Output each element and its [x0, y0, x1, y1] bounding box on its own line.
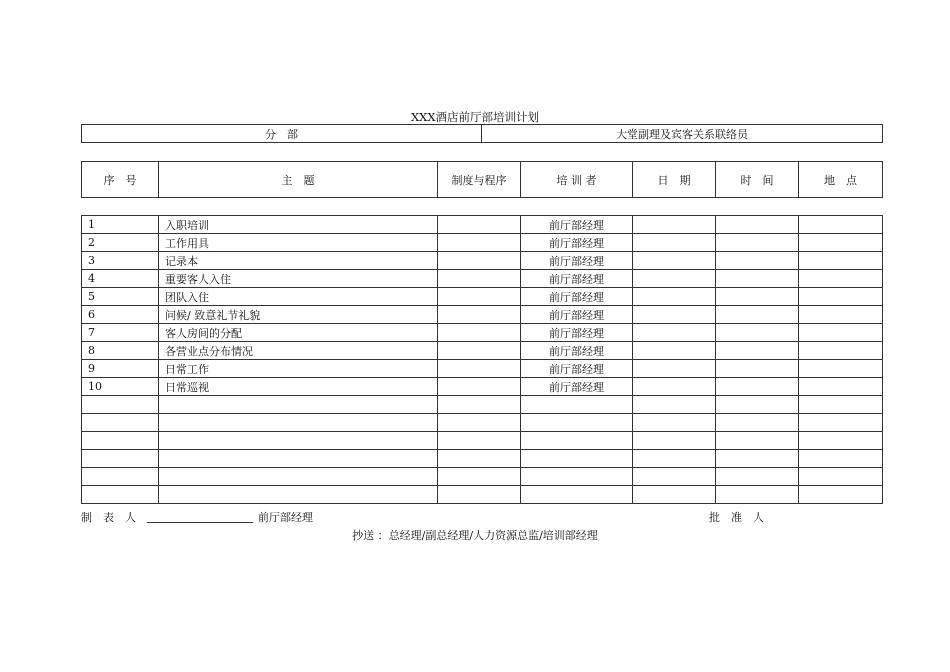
cell-trainer: 前厅部经理 — [521, 306, 633, 324]
header-procedure: 制度与程序 — [438, 162, 521, 198]
cell-trainer: 前厅部经理 — [521, 252, 633, 270]
cell-no — [82, 432, 159, 450]
cell-date — [633, 234, 716, 252]
cell-no: 3 — [82, 252, 159, 270]
cell-date — [633, 468, 716, 486]
cell-topic — [159, 450, 438, 468]
table-row — [82, 342, 883, 360]
cell-trainer — [521, 450, 633, 468]
table-row — [82, 486, 883, 504]
cell-no: 4 — [82, 270, 159, 288]
cell-location — [799, 378, 883, 396]
table-row — [82, 252, 883, 270]
cell-procedure — [438, 252, 521, 270]
cell-date — [633, 378, 716, 396]
cell-trainer: 前厅部经理 — [521, 288, 633, 306]
table-row — [82, 216, 883, 234]
cell-trainer: 前厅部经理 — [521, 234, 633, 252]
cell-time — [716, 468, 799, 486]
cell-time — [716, 486, 799, 504]
cell-topic: 入职培训 — [159, 216, 438, 234]
cell-no: 2 — [82, 234, 159, 252]
cell-no — [82, 450, 159, 468]
cell-topic: 重要客人入住 — [159, 270, 438, 288]
cell-trainer: 前厅部经理 — [521, 270, 633, 288]
header-time: 时 间 — [716, 162, 799, 198]
cell-date — [633, 216, 716, 234]
cell-date — [633, 432, 716, 450]
cell-time — [716, 360, 799, 378]
footer-signatures — [81, 509, 882, 525]
cell-procedure — [438, 324, 521, 342]
cell-date — [633, 396, 716, 414]
cell-location — [799, 252, 883, 270]
table-row — [82, 414, 883, 432]
header-date: 日 期 — [633, 162, 716, 198]
cell-location — [799, 396, 883, 414]
cell-time — [716, 432, 799, 450]
cell-trainer: 前厅部经理 — [521, 360, 633, 378]
cell-topic: 团队入住 — [159, 288, 438, 306]
cell-location — [799, 360, 883, 378]
cell-topic: 客人房间的分配 — [159, 324, 438, 342]
table-row — [82, 360, 883, 378]
cell-procedure — [438, 270, 521, 288]
table-row — [82, 306, 883, 324]
cell-date — [633, 288, 716, 306]
training-rows — [82, 216, 883, 504]
cell-procedure — [438, 342, 521, 360]
cell-trainer: 前厅部经理 — [521, 216, 633, 234]
table-row — [82, 270, 883, 288]
document-title: XXX酒店前厅部培训计划 — [410, 110, 540, 124]
maker-label: 制 表 人 — [81, 511, 136, 524]
cc-line: 抄送 ：总经理/副总经理/人力资源总监/培训部经理 — [352, 529, 598, 542]
cell-procedure — [438, 414, 521, 432]
header-table — [81, 161, 883, 198]
cell-no — [82, 414, 159, 432]
approver-label: 批 准 人 — [709, 511, 764, 524]
cell-date — [633, 324, 716, 342]
cell-topic — [159, 396, 438, 414]
cell-no: 10 — [82, 378, 159, 396]
cell-location — [799, 288, 883, 306]
cell-no — [82, 468, 159, 486]
cell-topic: 记录本 — [159, 252, 438, 270]
cell-location — [799, 270, 883, 288]
cell-date — [633, 414, 716, 432]
header-no: 序 号 — [82, 162, 159, 198]
cell-procedure — [438, 216, 521, 234]
cell-trainer: 前厅部经理 — [521, 324, 633, 342]
cell-topic — [159, 486, 438, 504]
table-row — [82, 378, 883, 396]
department-value: 大堂副理及宾客关系联络员 — [482, 125, 883, 143]
cell-time — [716, 324, 799, 342]
cell-procedure — [438, 306, 521, 324]
maker-value: 前厅部经理 — [258, 511, 313, 524]
cell-topic: 工作用具 — [159, 234, 438, 252]
cell-location — [799, 324, 883, 342]
cell-location — [799, 432, 883, 450]
cell-procedure — [438, 486, 521, 504]
cell-topic — [159, 468, 438, 486]
cell-topic: 问候/ 致意礼节礼貌 — [159, 306, 438, 324]
cell-procedure — [438, 234, 521, 252]
cell-procedure — [438, 378, 521, 396]
cell-topic — [159, 432, 438, 450]
cell-no — [82, 396, 159, 414]
cell-no: 9 — [82, 360, 159, 378]
cell-location — [799, 450, 883, 468]
cell-topic — [159, 414, 438, 432]
cell-time — [716, 414, 799, 432]
table-row — [82, 432, 883, 450]
department-label: 分 部 — [82, 125, 482, 143]
cell-no: 7 — [82, 324, 159, 342]
cell-time — [716, 216, 799, 234]
cell-date — [633, 486, 716, 504]
cell-trainer — [521, 414, 633, 432]
table-row — [82, 324, 883, 342]
cell-no: 5 — [82, 288, 159, 306]
header-topic: 主 题 — [159, 162, 438, 198]
cell-time — [716, 252, 799, 270]
cell-date — [633, 360, 716, 378]
cell-time — [716, 288, 799, 306]
table-row — [82, 234, 883, 252]
cell-procedure — [438, 288, 521, 306]
cell-topic: 日常巡视 — [159, 378, 438, 396]
cell-time — [716, 306, 799, 324]
cell-trainer — [521, 486, 633, 504]
cell-procedure — [438, 468, 521, 486]
cell-trainer: 前厅部经理 — [521, 342, 633, 360]
cell-time — [716, 450, 799, 468]
cell-location — [799, 468, 883, 486]
table-row — [82, 468, 883, 486]
cell-time — [716, 342, 799, 360]
cell-date — [633, 342, 716, 360]
cell-trainer: 前厅部经理 — [521, 378, 633, 396]
cell-procedure — [438, 396, 521, 414]
cell-no — [82, 486, 159, 504]
cell-location — [799, 486, 883, 504]
cell-location — [799, 306, 883, 324]
cell-topic: 各营业点分布情况 — [159, 342, 438, 360]
header-trainer: 培 训 者 — [521, 162, 633, 198]
cell-location — [799, 414, 883, 432]
cell-trainer — [521, 396, 633, 414]
cell-no: 8 — [82, 342, 159, 360]
cell-time — [716, 396, 799, 414]
cell-trainer — [521, 468, 633, 486]
cell-time — [716, 378, 799, 396]
maker-signature-line — [147, 522, 253, 523]
cell-date — [633, 252, 716, 270]
cell-date — [633, 306, 716, 324]
header-location: 地 点 — [799, 162, 883, 198]
department-table — [81, 124, 883, 143]
table-row — [82, 450, 883, 468]
table-row — [82, 396, 883, 414]
cell-time — [716, 234, 799, 252]
cell-procedure — [438, 360, 521, 378]
cell-location — [799, 234, 883, 252]
cell-no: 1 — [82, 216, 159, 234]
cell-procedure — [438, 450, 521, 468]
cell-location — [799, 342, 883, 360]
cell-date — [633, 450, 716, 468]
cell-date — [633, 270, 716, 288]
cell-no: 6 — [82, 306, 159, 324]
cell-topic: 日常工作 — [159, 360, 438, 378]
cell-location — [799, 216, 883, 234]
cell-time — [716, 270, 799, 288]
cell-procedure — [438, 432, 521, 450]
table-row — [82, 288, 883, 306]
training-table — [81, 215, 883, 504]
cell-trainer — [521, 432, 633, 450]
